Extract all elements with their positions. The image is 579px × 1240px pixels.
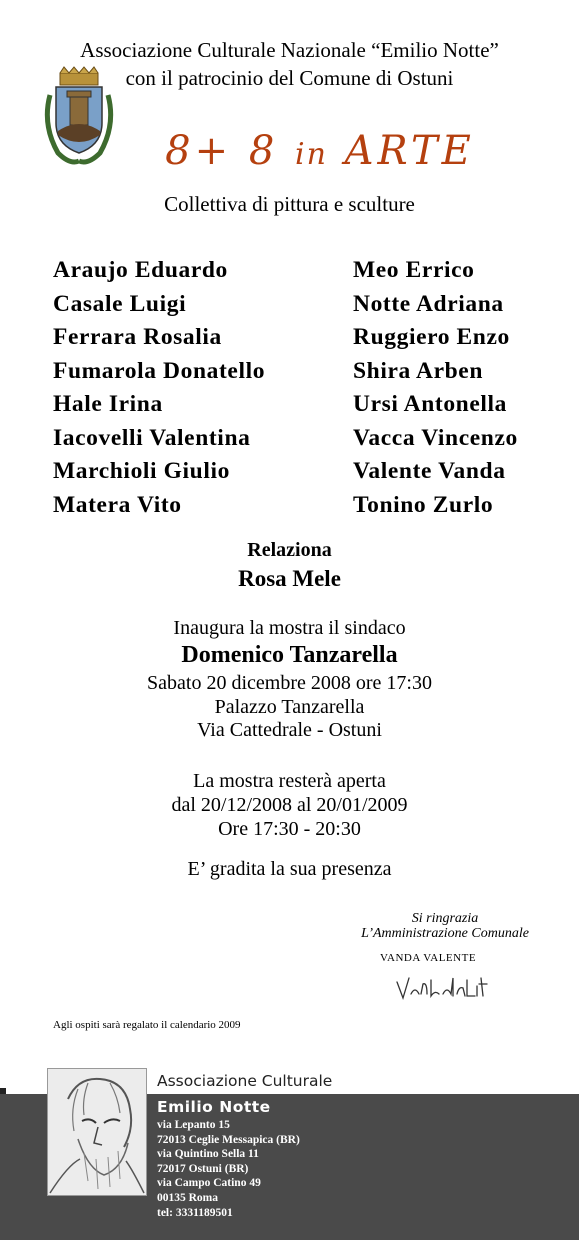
- speaker-name: Rosa Mele: [238, 566, 341, 591]
- ostuni-crest-icon: [40, 65, 118, 170]
- event-subtitle: Collettiva di pittura e sculture: [164, 192, 415, 216]
- artist-name: Notte Adriana: [353, 290, 504, 317]
- artist-name: Ursi Antonella: [353, 391, 507, 417]
- opening-intro: Inaugura la mostra il sindaco: [173, 617, 406, 639]
- artist-name: Fumarola Donatello: [53, 357, 266, 384]
- footer-address-line: 72017 Ostuni (BR): [157, 1162, 249, 1175]
- artist-name: Ruggiero Enzo: [353, 324, 510, 350]
- opening-date: Sabato 20 dicembre 2008 ore 17:30: [147, 672, 432, 694]
- speaker-label: Relaziona: [247, 539, 332, 561]
- schedule-line-1: La mostra resterà aperta: [193, 770, 386, 792]
- artist-name: Tonino Zurlo: [353, 491, 494, 518]
- footer-address-line: via Lepanto 15: [157, 1119, 230, 1131]
- artist-name: Casale Luigi: [53, 290, 187, 317]
- footer-address-line: via Campo Catino 49: [157, 1177, 261, 1190]
- header-line-2: con il patrocinio del Comune di Ostuni: [125, 66, 454, 90]
- schedule-line-3: Ore 17:30 - 20:30: [218, 818, 361, 840]
- footer-address-line: via Quintino Sella 11: [157, 1148, 259, 1161]
- title-arte: ARTE: [344, 128, 475, 174]
- schedule-line-2: dal 20/12/2008 al 20/01/2009: [171, 794, 408, 816]
- mayor-name: Domenico Tanzarella: [181, 642, 398, 668]
- event-title: [140, 128, 500, 174]
- gift-note: Agli ospiti sarà regalato il calendario 2009: [53, 1019, 241, 1031]
- artist-name: Araujo Eduardo: [53, 257, 228, 283]
- artist-name: Marchioli Giulio: [53, 458, 230, 484]
- footer-phone: tel: 3331189501: [157, 1206, 233, 1219]
- artist-name: Iacovelli Valentina: [53, 424, 251, 451]
- artist-name: Matera Vito: [53, 491, 182, 518]
- footer-association-name: Emilio Notte: [157, 1098, 271, 1116]
- artist-name: Valente Vanda: [353, 458, 506, 484]
- handwritten-signature: [395, 972, 490, 1004]
- signer-name: VANDA VALENTE: [380, 952, 477, 964]
- thanks-line-1: Si ringrazia: [411, 911, 479, 926]
- artist-name: Shira Arben: [353, 357, 483, 384]
- footer-address-line: 72013 Ceglie Messapica (BR): [157, 1133, 300, 1146]
- artist-name: Vacca Vincenzo: [353, 424, 518, 451]
- header-line-1: Associazione Culturale Nazionale “Emilio Notte”: [80, 38, 499, 62]
- footer-address-line: 00135 Roma: [157, 1192, 219, 1204]
- artist-list-left: [53, 254, 265, 522]
- artist-name: Hale Irina: [53, 391, 163, 417]
- footer-association-label: Associazione Culturale: [157, 1072, 333, 1090]
- opening-address: Via Cattedrale - Ostuni: [197, 719, 382, 741]
- welcome-text: E’ gradita la sua presenza: [187, 858, 392, 880]
- title-in: in: [295, 137, 328, 172]
- artist-name: Ferrara Rosalia: [53, 324, 222, 350]
- thanks-line-2: L’Amministrazione Comunale: [361, 926, 529, 941]
- title-number: 8+ 8: [165, 128, 279, 174]
- emilio-notte-portrait-icon: [47, 1068, 147, 1196]
- artist-name: Meo Errico: [353, 257, 475, 283]
- artist-list-right: [353, 254, 518, 522]
- opening-venue: Palazzo Tanzarella: [214, 696, 365, 718]
